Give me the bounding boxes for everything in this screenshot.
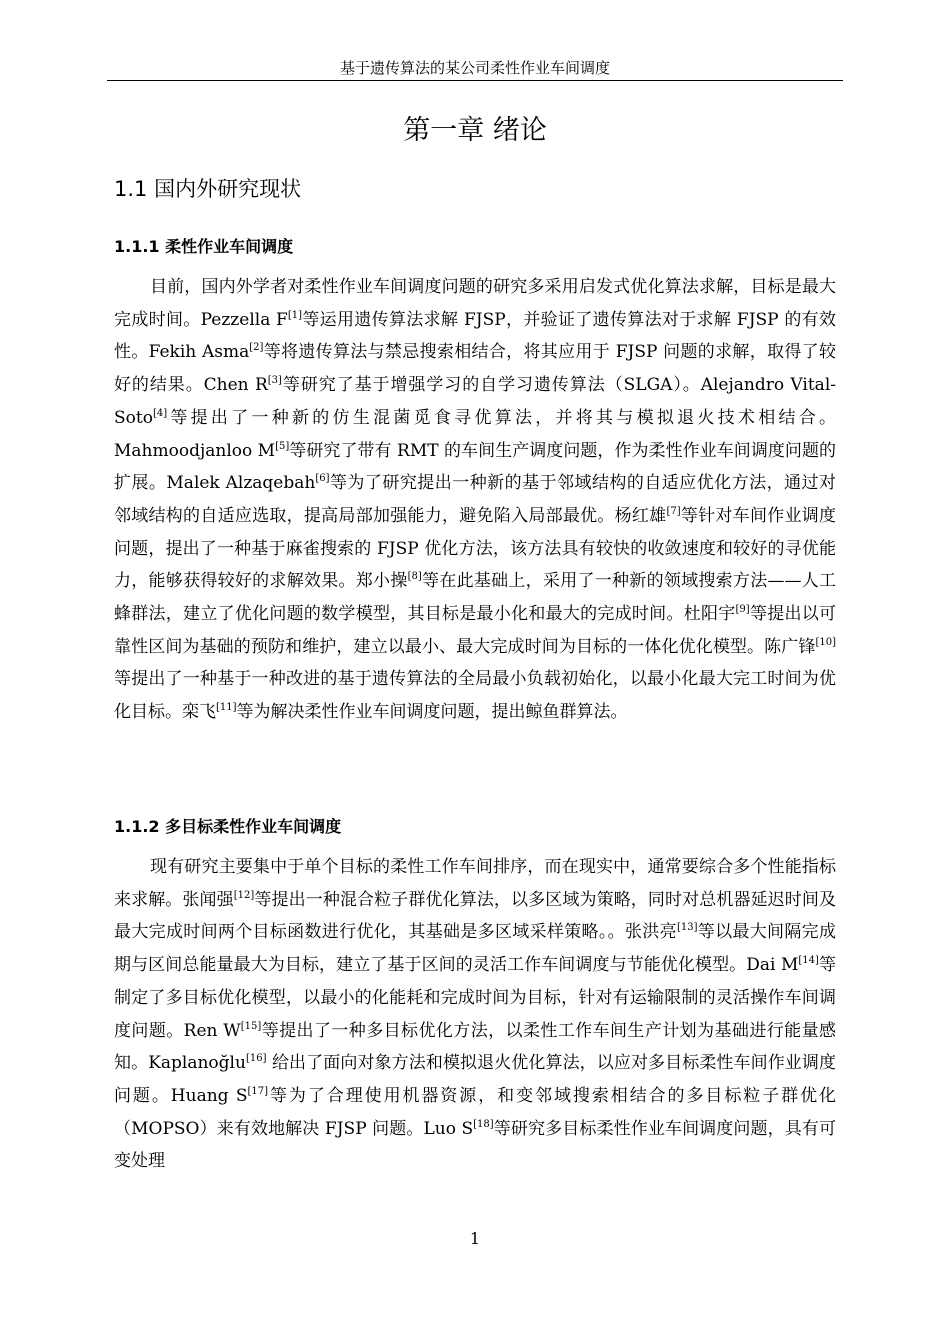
citation: [5] — [275, 440, 290, 452]
citation: [16] — [245, 1053, 267, 1065]
para-text: 等为了研究提出一种新的基于邻域结构的自适应优化方法，通过对邻域结构的自适应选取，提高局部加强能力，避免陷入局部最优。杨红雄 — [114, 473, 836, 526]
para-text: 等制定了多目标优化模型，以最小的化能耗和完成时间为目标，针对有运输限制的灵活操作车间调度问题。Ren W — [114, 955, 837, 1041]
citation: [10] — [815, 636, 836, 648]
para-text: 等提出了一种新的仿生混菌觅食寻优算法，并将其与模拟退火技术相结合。Mahmoodjanloo M — [114, 407, 836, 461]
para-text: 等在此基础上，采用了一种新的领域搜索方法——人工蜂群法，建立了优化问题的数学模型，其目标是最小化和最大的完成时间。杜阳宇 — [114, 571, 837, 625]
para-text: 等提出以可靠性区间为基础的预防和维护，建立以最小、最大完成时间为目标的一体化优化模型。陈广锋 — [114, 604, 837, 657]
para-text: 等为了合理使用机器资源，和变邻域搜索相结合的多目标粒子群优化（MOPSO）来有效地解决 FJSP 问题。Luo S — [114, 1085, 837, 1139]
citation: [6] — [315, 473, 330, 485]
citation: [15] — [240, 1020, 262, 1032]
para-text: 现有研究主要集中于单个目标的柔性工作车间排序，而在现实中，通常要综合多个性能指标来求解。张闻强 — [114, 857, 836, 910]
running-header: 基于遗传算法的某公司柔性作业车间调度 — [339, 59, 610, 77]
para-text: 等提出一种混合粒子群优化算法，以多区域为策略，同时对总机器延迟时间及最大完成时间两个目标函数进行优化，其基础是多区域采样策略。。张洪亮 — [114, 889, 837, 943]
citation: [2] — [249, 342, 264, 354]
citation: [4] — [152, 407, 168, 419]
para-text: 等以最大间隔完成期与区间总能量最大为目标，建立了基于区间的灵活工作车间调度与节能优化模型。Dai M — [114, 922, 836, 976]
para-text: 等针对车间作业调度问题，提出了一种基于麻雀搜索的 FJSP 优化方法，该方法具有较快的收敛速度和较好的寻优能力，能够获得较好的求解效果。郑小操 — [114, 505, 837, 592]
para-text: 等运用遗传算法求解 FJSP，并验证了遗传算法对于求解 FJSP 的有效性。Fekih Asma — [114, 309, 836, 363]
section-title: 1.1 国内外研究现状 — [114, 177, 302, 201]
subsection-title-2: 1.1.2 多目标柔性作业车间调度 — [114, 817, 342, 836]
citation: [17] — [247, 1085, 269, 1097]
paragraph-2 — [114, 851, 836, 1178]
para-text: 等研究了带有 RMT 的车间生产调度问题，作为柔性作业车间调度问题的扩展。Malek Alzaqebah — [114, 440, 836, 494]
para-text: 等为解决柔性作业车间调度问题，提出鲸鱼群算法。 — [236, 702, 628, 723]
page-number: 1 — [469, 1229, 481, 1248]
para-text: 给出了面向对象方法和模拟退火优化算法，以应对多目标柔性车间作业调度问题。Huang S — [114, 1053, 836, 1106]
para-text: 等提出了一种基于一种改进的基于遗传算法的全局最小负载初始化，以最小化最大完工时间为优化目标。栾飞 — [114, 669, 836, 723]
paragraph-1 — [114, 271, 836, 729]
citation: [8] — [407, 571, 422, 583]
chapter-title: 第一章 绪论 — [403, 115, 547, 146]
para-text: 等将遗传算法与禁忌搜索相结合，将其应用于 FJSP 问题的求解，取得了较好的结果。Chen R — [114, 342, 836, 396]
citation: [7] — [666, 505, 681, 517]
citation: [12] — [233, 889, 255, 901]
para-text: 等研究多目标柔性作业车间调度问题，具有可变处理 — [114, 1118, 837, 1172]
para-text: 目前，国内外学者对柔性作业车间调度问题的研究多采用启发式优化算法求解，目标是最大完成时间。Pezzella F — [114, 277, 836, 330]
citation: [14] — [798, 955, 819, 967]
citation: [3] — [267, 375, 282, 387]
subsection-title-1: 1.1.1 柔性作业车间调度 — [114, 237, 294, 256]
citation: [1] — [287, 309, 303, 321]
para-text: 等提出了一种多目标优化方法，以柔性工作车间生产计划为基础进行能量感知。Kaplanoğlu — [114, 1020, 837, 1074]
para-text: 等研究了基于增强学习的自学习遗传算法（SLGA）。Alejandro Vital-Soto — [114, 375, 836, 428]
citation: [13] — [676, 922, 698, 934]
header-rule — [107, 80, 843, 81]
citation: [11] — [216, 702, 237, 714]
citation: [9] — [735, 604, 750, 616]
citation: [18] — [473, 1118, 494, 1130]
